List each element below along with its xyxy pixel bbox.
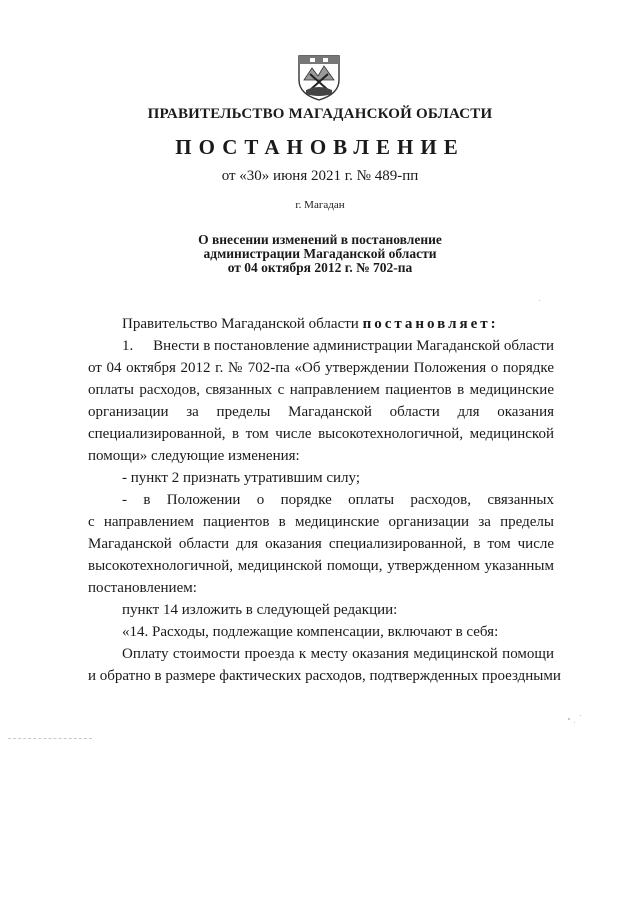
document-date-number: от «30» июня 2021 г. № 489-пп [221, 168, 419, 184]
body-line: с направлением пациентов в медицинские организации за пределы [88, 514, 554, 530]
document-city: г. Магадан [295, 199, 345, 211]
body-line: постановлением: [88, 580, 197, 596]
scan-speck [580, 715, 581, 716]
scan-speck [568, 718, 570, 720]
item-1 [122, 335, 554, 357]
body-line: Внести в постановление администрации Магаданской области [153, 338, 554, 354]
scan-speck [539, 300, 540, 301]
scan-artifact-line [8, 738, 92, 739]
body-line: от 04 октября 2012 г. № 702-па «Об утверждении Положения о порядке [88, 360, 554, 376]
body-line: помощи» следующие изменения: [88, 448, 300, 464]
document-type: ПОСТАНОВЛЕНИЕ [175, 135, 465, 159]
body-line: специализированной, в том числе высокотехнологичной, медицинской [88, 426, 554, 442]
body-line: высокотехнологичной, медицинской помощи, утвержденном указанным [88, 558, 554, 574]
organization-title: ПРАВИТЕЛЬСТВО МАГАДАНСКОЙ ОБЛАСТИ [147, 106, 493, 122]
preamble [122, 313, 554, 335]
subject-line: от 04 октября 2012 г. № 702-па [227, 260, 413, 275]
body-line: Магаданской области для оказания специализированной, в том числе [88, 536, 554, 552]
body-line: и обратно в размере фактических расходов, подтвержденных проездными [88, 668, 561, 684]
subject-line: О внесении изменений в постановление [198, 232, 442, 247]
quoted-point: «14. Расходы, подлежащие компенсации, включают в себя: [122, 624, 499, 640]
amendment-item: - в Положении о порядке оплаты расходов, связанных [122, 492, 554, 508]
body-line: организации за пределы Магаданской области для оказания [88, 404, 554, 420]
amendment-item: - пункт 2 признать утратившим силу; [122, 470, 361, 486]
body-line: оплаты расходов, связанных с направлением пациентов в медицинские [88, 382, 554, 398]
magadan-coat-of-arms-icon [296, 50, 342, 102]
item-number: 1. [122, 338, 134, 354]
scan-speck [574, 722, 575, 723]
body-line: пункт 14 изложить в следующей редакции: [122, 602, 398, 618]
preamble-lead: Правительство Магаданской области [122, 316, 363, 332]
body-line: Оплату стоимости проезда к месту оказания медицинской помощи [122, 646, 554, 662]
document-subject [0, 233, 640, 275]
subject-line: администрации Магаданской области [203, 246, 437, 261]
preamble-emphasis: постановляет: [362, 316, 499, 332]
